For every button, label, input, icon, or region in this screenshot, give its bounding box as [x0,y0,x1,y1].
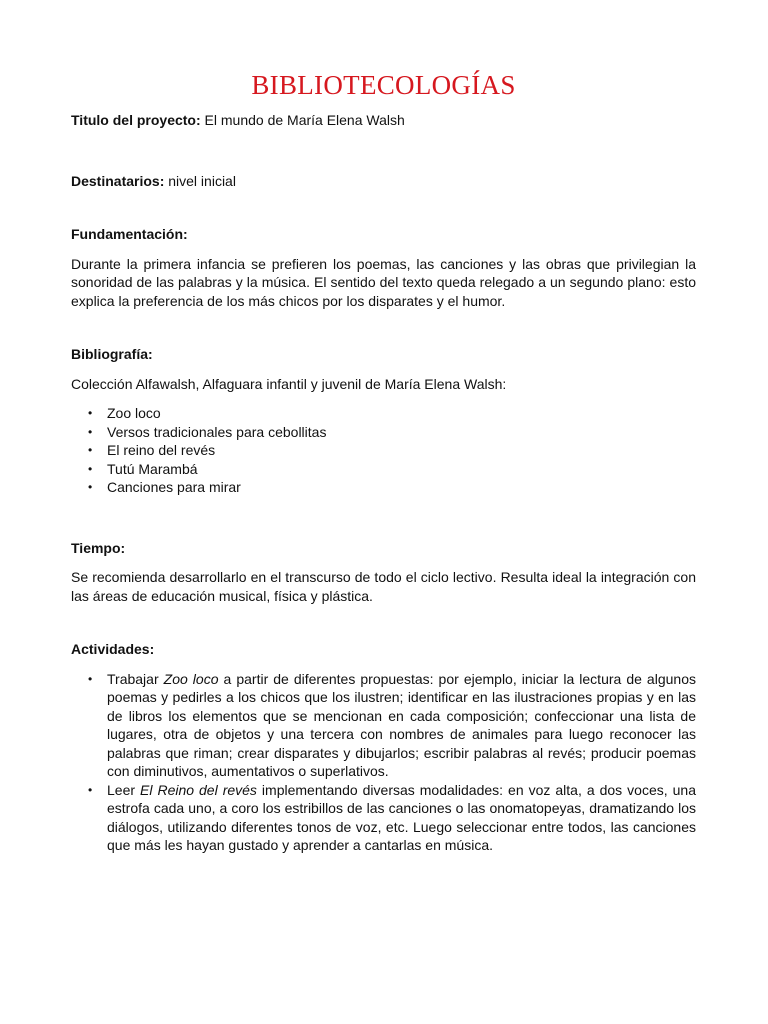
activities-list [71,670,696,855]
book-title: El Reino del revés [140,781,257,798]
list-item [88,478,696,497]
project-title-field [71,111,696,130]
list-item-text: Tutú Marambá [107,460,198,477]
activity-lead: Trabajar [107,670,164,687]
activity-text: a partir de diferentes propuestas: por ejemplo, iniciar la lectura de algunos poemas y pedirles a los chicos que los ilustren; identificar en las ilustraciones propias y en las de libros los elementos que se mencionan en cada composición; confeccionar una lista de lugares, otra de objetos y una tercera con nombres de animales para luego reconocer las palabras que riman; crear disparates y dibujarlos; escribir palabras al revés; producir poemas con diminutivos, aumentativos o superlativos. [107,670,696,779]
time-text: Se recomienda desarrollarlo en el transcurso de todo el ciclo lectivo. Resulta ideal la integración con las áreas de educación musical, física y plástica. [71,569,696,604]
bullet-icon: • [88,782,93,797]
project-title-label: Titulo del proyecto: [71,112,201,128]
list-item [88,670,696,781]
bibliography-heading: Bibliografía: [71,346,153,362]
list-item [88,404,696,423]
list-item [88,781,696,855]
bullet-icon: • [88,461,93,476]
list-item-text: Zoo loco [107,405,161,421]
audience-field [71,172,696,191]
list-item-text: Canciones para mirar [107,479,241,495]
list-item-text: Versos tradicionales para cebollitas [107,423,327,440]
time-heading: Tiempo: [71,539,126,556]
bullet-icon: • [88,443,93,457]
audience-value: nivel inicial [164,172,236,189]
bibliography-list [71,404,696,497]
activity-text: implementando diversas modalidades: en voz alta, a dos voces, una estrofa cada uno, a coro los estribillos de las canciones o las onomatopeyas, dramatizando los diálogos, utilizando diferentes tonos de voz, etc. Luego seleccionar entre todos, las canciones que más les hayan gustado y aprender a cantarlas en música. [107,781,696,853]
document-title: BIBLIOTECOLOGÍAS [251,70,516,100]
bullet-icon: • [88,671,93,686]
rationale-heading: Fundamentación: [71,226,188,242]
list-item [88,423,696,442]
rationale-text: Durante la primera infancia se prefieren los poemas, las canciones y las obras que privilegian la sonoridad de las palabras y la música. El sentido del texto queda relegado a un segundo plano: esto explica la preferencia de los más chicos por los disparates y el humor. [71,255,696,309]
bullet-icon: • [88,424,93,439]
project-title-value: El mundo de María Elena Walsh [200,112,405,128]
bibliography-intro: Colección Alfawalsh, Alfaguara infantil y juvenil de María Elena Walsh: [71,375,507,392]
list-item [88,441,696,460]
list-item-text: El reino del revés [107,442,216,458]
book-title: Zoo loco [163,670,219,687]
bullet-icon: • [88,406,93,420]
list-item [88,460,696,479]
audience-label: Destinatarios: [71,172,165,189]
activity-lead: Leer [107,781,141,798]
activities-heading: Actividades: [71,641,155,657]
bullet-icon: • [88,480,93,494]
